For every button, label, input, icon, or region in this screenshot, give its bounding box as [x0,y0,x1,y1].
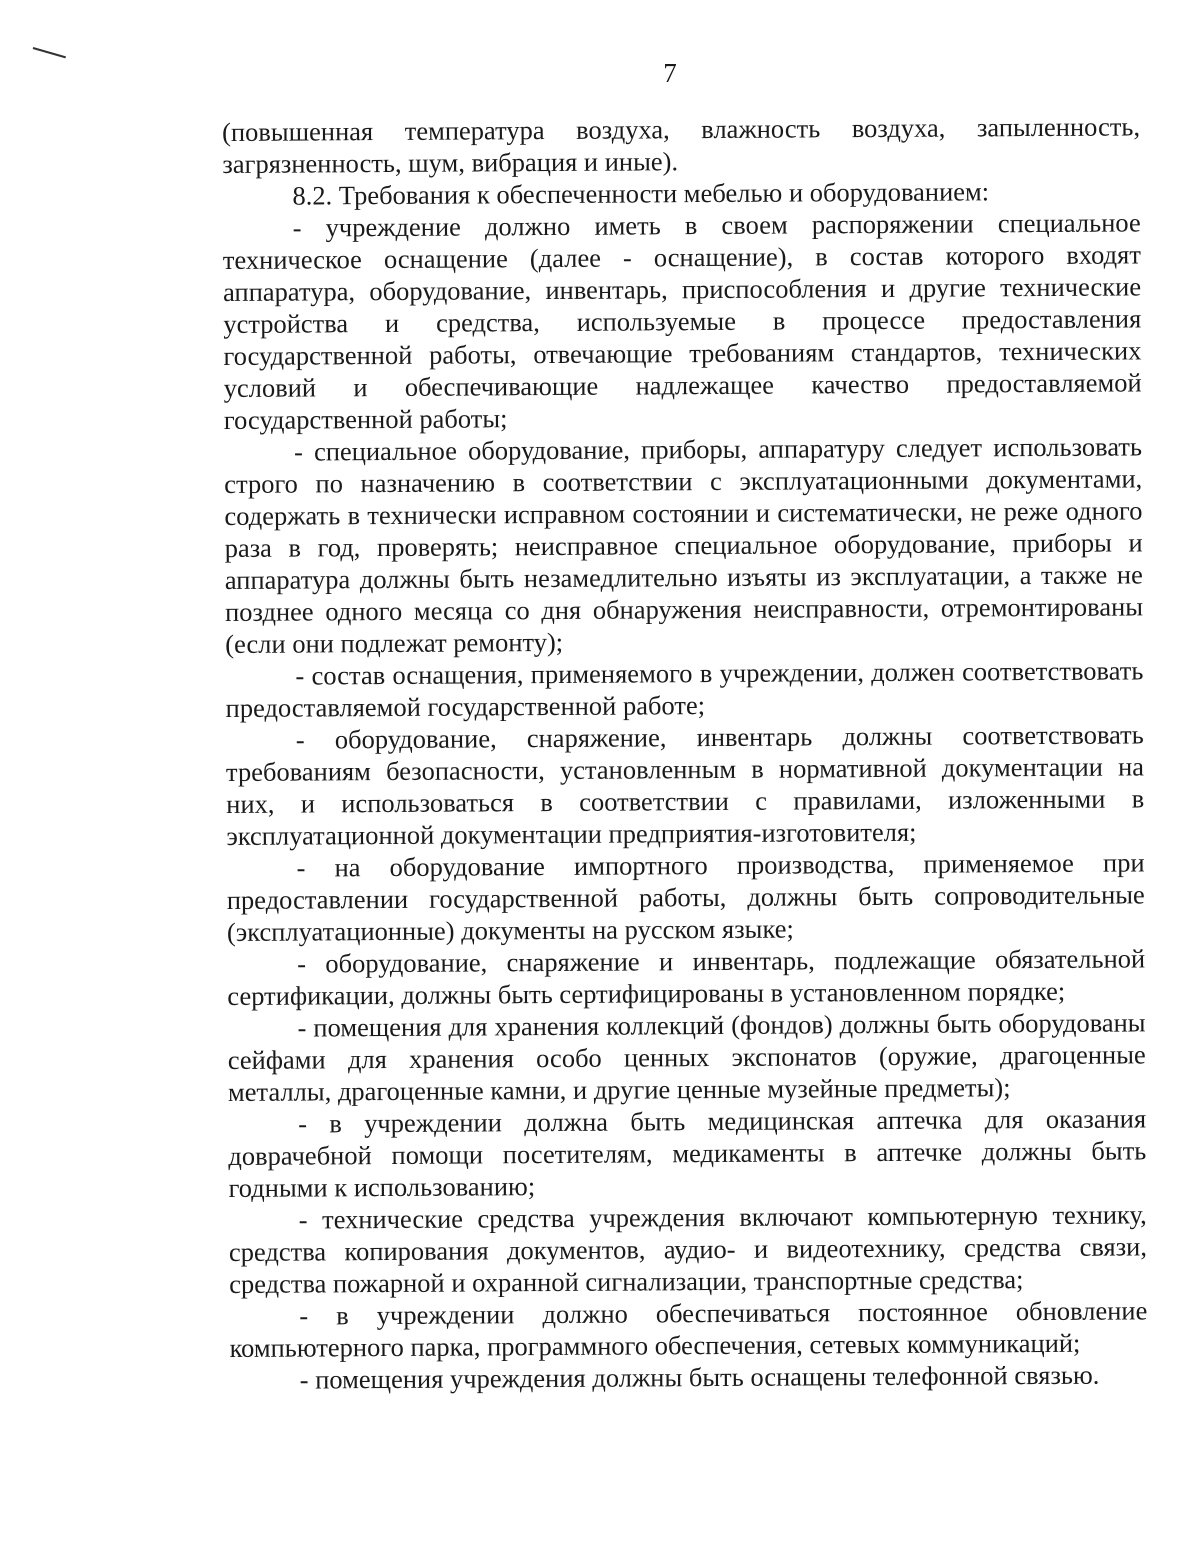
paragraph: - помещения для хранения коллекций (фондов) должны быть оборудованы сейфами для хранения особо ценных экспонатов (оружие, драгоценные металлы, драгоценные камни, и другие ценные музейные предметы); [227,1007,1146,1107]
paragraph: - в учреждении должна быть медицинская аптечка для оказания доврачебной помощи посетителям, медикаменты в аптечке должны быть годными к использованию; [228,1103,1147,1203]
paragraph-continuation: (повышенная температура воздуха, влажность воздуха, запыленность, загрязненность, шум, вибрация и иные). [222,111,1141,179]
paragraph: - состав оснащения, применяемого в учреждении, должен соответствовать предоставляемой государственной работе; [225,655,1144,723]
paragraph: - учреждение должно иметь в своем распоряжении специальное техническое оснащение (далее - оснащение), в состав которого входят аппаратура, оборудование, инвентарь, приспособления и другие технические устройства и средства, используемые в процессе предоставления государственной работы, отвечающие требованиям стандартов, технических условий и обеспечивающие надлежащее качество предоставляемой государственной работы; [222,207,1142,435]
paragraph: - специальное оборудование, приборы, аппаратуру следует использовать строго по назначению в соответствии с эксплуатационными документами, содержать в технически исправном состоянии и систематически, не реже одного раза в год, проверять; неисправное специальное оборудование, приборы и аппаратура должны быть незамедлительно изъяты из эксплуатации, а также не позднее одного месяца со дня обнаружения неисправности, отремонтированы (если они подлежат ремонту); [224,431,1144,659]
paragraph: - в учреждении должно обеспечиваться постоянное обновление компьютерного парка, программного обеспечения, сетевых коммуникаций; [229,1295,1148,1363]
scan-mark [33,47,66,58]
page-number: 7 [663,58,677,88]
paragraph: - технические средства учреждения включают компьютерную технику, средства копирования документов, аудио- и видеотехнику, средства связи, средства пожарной и охранной сигнализации, транспортные средства; [228,1199,1148,1299]
paragraph: - на оборудование импортного производства, применяемое при предоставлении государственной работы, должны быть сопроводительные (эксплуатационные) документы на русском языке; [226,847,1145,947]
paragraph: - оборудование, снаряжение и инвентарь, подлежащие обязательной сертификации, должны быть сертифицированы в установленном порядке; [227,943,1146,1011]
section-heading: 8.2. Требования к обеспеченности мебелью и оборудованием: [292,176,990,211]
document-body [222,110,1148,1396]
paragraph: - оборудование, снаряжение, инвентарь должны соответствовать требованиям безопасности, установленным в нормативной документации на них, и использоваться в соответствии с правилами, изложенными в эксплуатационной документации предприятия-изготовителя; [225,719,1145,851]
paragraph: - помещения учреждения должны быть оснащены телефонной связью. [299,1359,1100,1395]
